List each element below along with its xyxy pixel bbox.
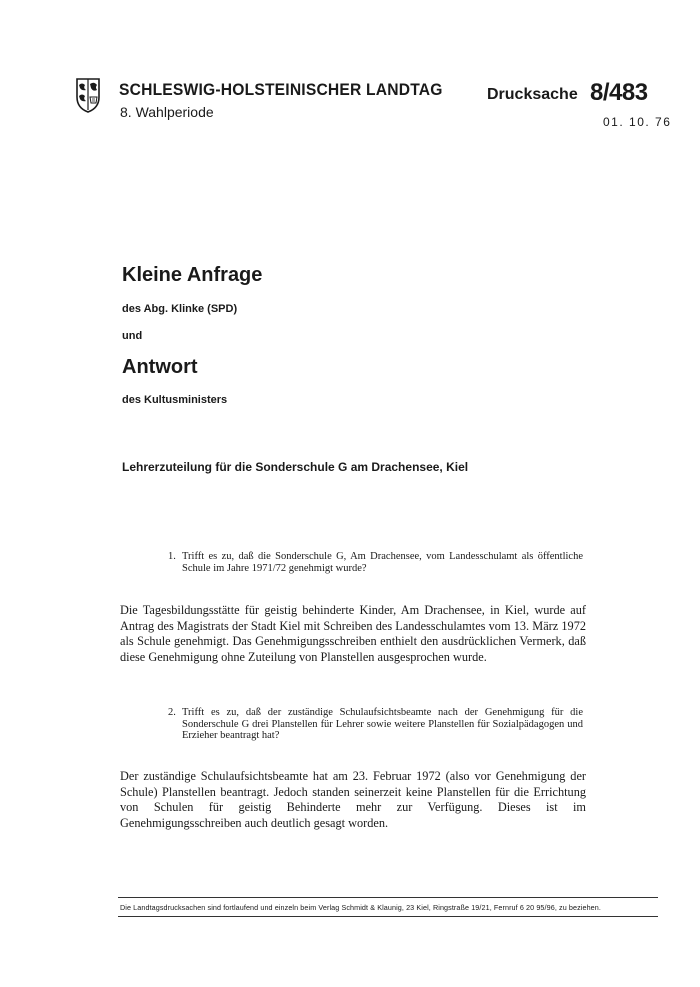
drucksache-label: Drucksache [487,86,578,103]
footer-note: Die Landtagsdrucksachen sind fortlaufend und einzeln beim Verlag Schmidt & Klaunig, 23 Kiel, Ringstraße 19/21, Fernruf 6 20 95/96, zu beziehen. [120,903,601,912]
footer-rule-bottom [118,916,658,917]
question-text: Trifft es zu, daß die Sonderschule G, Am Drachensee, vom Landesschulamt als öffentliche Schule im Jahre 1971/72 genehmigt wurde? [182,551,583,574]
coat-of-arms-icon [75,77,101,113]
question-1 [168,551,583,574]
answer-1: Die Tagesbildungsstätte für geistig behinderte Kinder, Am Drachensee, in Kiel, wurde auf Antrag des Magistrats der Stadt Kiel mit Schreiben des Landesschulamtes vom 13. März 1972 als Schule genehmigt. Das Genehmigungsschreiben enthielt den ausdrücklichen Vermerk, daß diese Genehmigung ohne Zuteilung von Planstellen ausgesprochen wurde. [120,603,586,664]
question-number: 2. [168,707,176,718]
responder: des Kultusministers [122,394,228,406]
legislative-period: 8. Wahlperiode [120,104,214,120]
answer-heading: Antwort [122,356,198,378]
conjunction: und [122,330,143,342]
question-2 [168,707,583,742]
parliament-name: SCHLESWIG-HOLSTEINISCHER LANDTAG [119,80,443,99]
question-number: 1. [168,551,176,562]
answer-2: Der zuständige Schulaufsichtsbeamte hat am 23. Februar 1972 (also vor Genehmigung der Schule) Planstellen beantragt. Jedoch standen seinerzeit keine Planstellen für die Errichtung von Schulen für geistig Behinderte mehr zur Verfügung. Dieses ist im Genehmigungsschreiben auch deutlich gesagt worden. [120,769,586,830]
drucksache-number: 8/483 [590,79,648,106]
document-type-heading: Kleine Anfrage [122,264,263,286]
document-date: 01. 10. 76 [603,115,672,129]
asker: des Abg. Klinke (SPD) [122,303,238,315]
subject-line: Lehrerzuteilung für die Sonderschule G am Drachensee, Kiel [122,460,469,474]
footer-rule-top [118,897,658,898]
question-text: Trifft es zu, daß der zuständige Schulaufsichtsbeamte nach der Genehmigung für die Sonderschule G drei Planstellen für Lehrer sowie weitere Planstellen für Sozialpädagogen und Erzieher beantragt hat? [182,707,583,741]
